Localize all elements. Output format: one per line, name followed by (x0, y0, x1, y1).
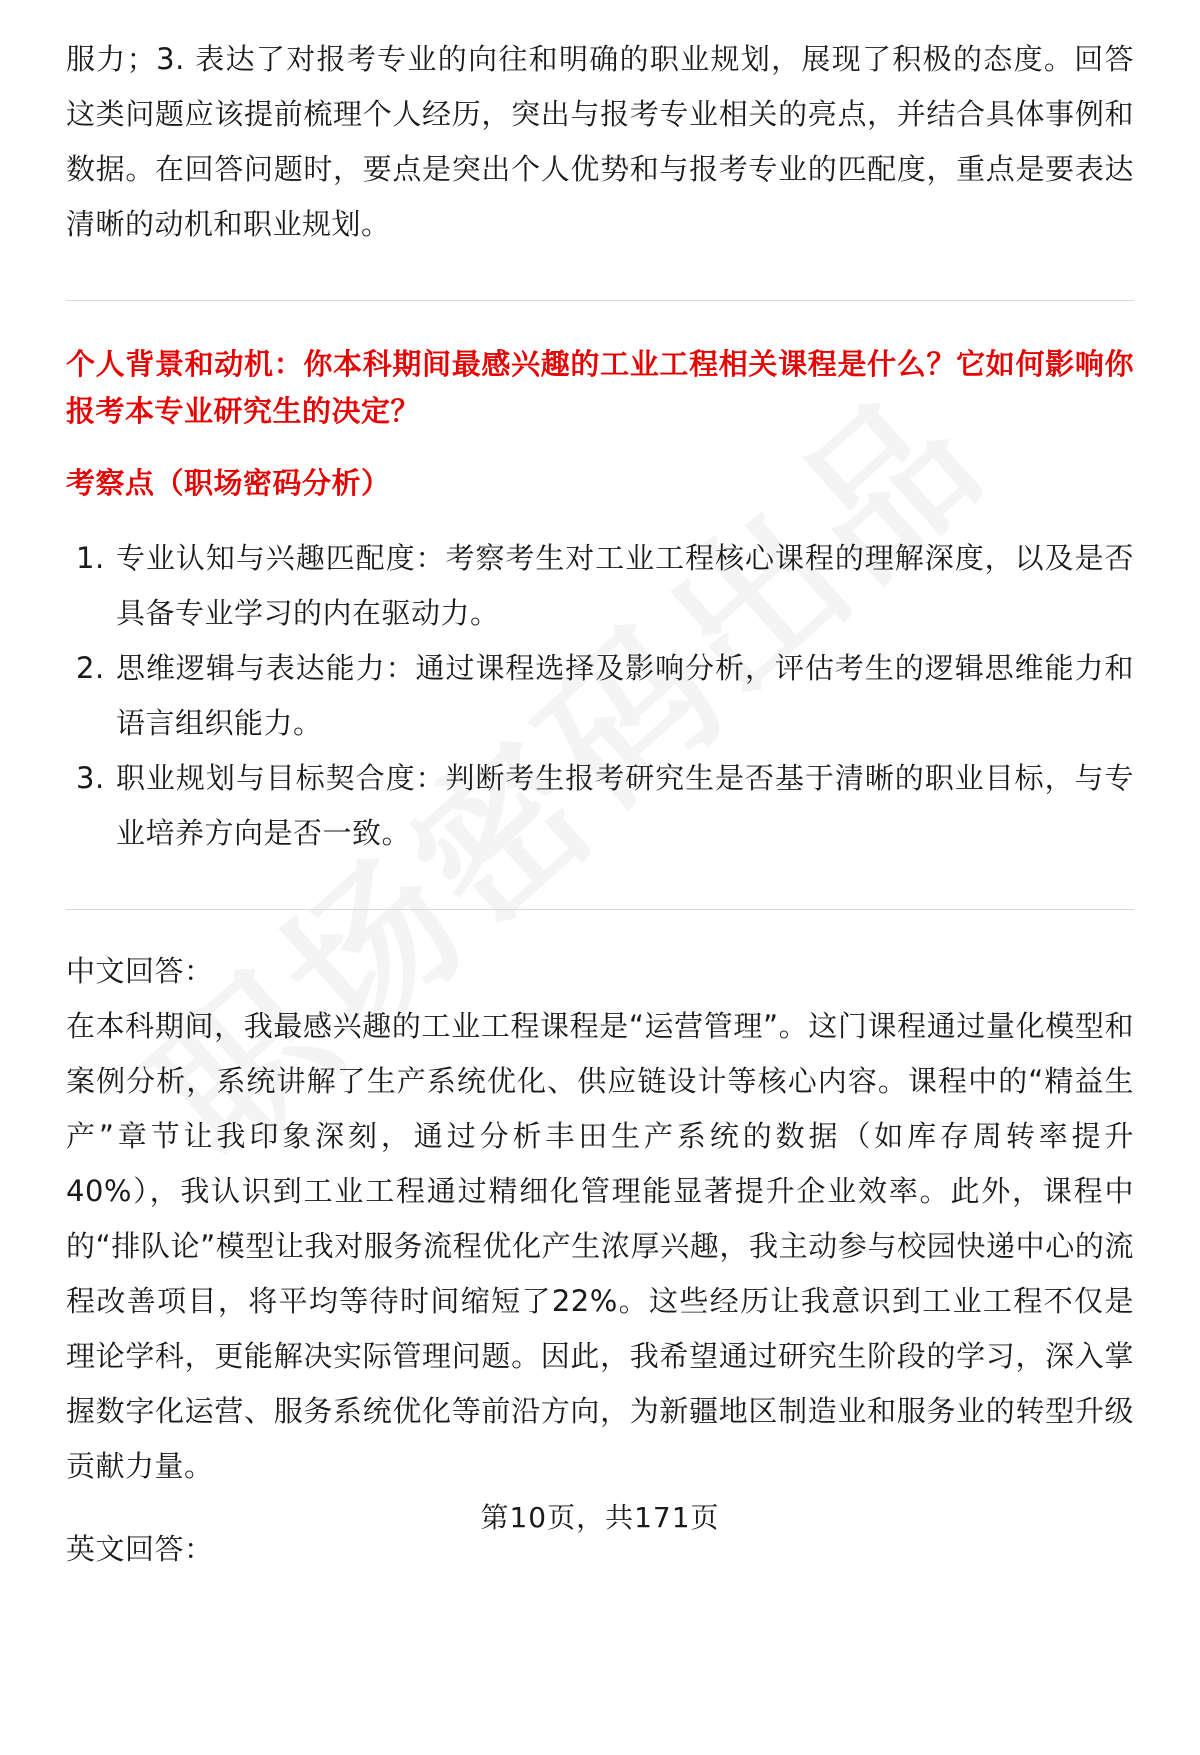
list-item-text: 专业认知与兴趣匹配度：考察考生对工业工程核心课程的理解深度，以及是否具备专业学习的内在驱动力。 (116, 541, 1134, 630)
english-answer-label: 英文回答： (66, 1532, 214, 1566)
list-item (66, 641, 1134, 751)
chinese-answer-paragraph: 在本科期间，我最感兴趣的工业工程课程是“运营管理”。这门课程通过量化模型和案例分析，系统讲解了生产系统优化、供应链设计等核心内容。课程中的“精益生产”章节让我印象深刻，通过分析丰田生产系统的数据（如库存周转率提升40%），我认识到工业工程通过精细化管理能显著提升企业效率。此外，课程中的“排队论”模型让我对服务流程优化产生浓厚兴趣，我主动参与校园快递中心的流程改善项目，将平均等待时间缩短了22%。这些经历让我意识到工业工程不仅是理论学科，更能解决实际管理问题。因此，我希望通过研究生阶段的学习，深入掌握数字化运营、服务系统优化等前沿方向，为新疆地区制造业和服务业的转型升级贡献力量。 (66, 1009, 1134, 1483)
question-heading: 个人背景和动机：你本科期间最感兴趣的工业工程相关课程是什么？它如何影响你报考本专业研究生的决定？ (66, 347, 1134, 428)
intro-paragraph: 服力；3. 表达了对报考专业的向往和明确的职业规划，展现了积极的态度。回答这类问题应该提前梳理个人经历，突出与报考专业相关的亮点，并结合具体事例和数据。在回答问题时，要点是突出个人优势和与报考专业的匹配度，重点是要表达清晰的动机和职业规划。 (66, 42, 1134, 241)
chinese-answer-label: 中文回答： (66, 954, 214, 988)
section-divider-top (66, 300, 1134, 301)
list-item-number: 1. (76, 541, 105, 575)
assessment-points-list (66, 531, 1134, 861)
section-divider-bottom (66, 909, 1134, 910)
list-item (66, 531, 1134, 641)
list-item-text: 职业规划与目标契合度：判断考生报考研究生是否基于清晰的职业目标，与专业培养方向是否一致。 (116, 761, 1134, 850)
assessment-section-heading: 考察点（职场密码分析） (66, 466, 391, 500)
list-item-number: 2. (76, 651, 105, 685)
page-number-footer: 第10页，共171页 (480, 1501, 720, 1534)
list-item-text: 思维逻辑与表达能力：通过课程选择及影响分析，评估考生的逻辑思维能力和语言组织能力。 (116, 651, 1134, 740)
list-item (66, 751, 1134, 861)
list-item-number: 3. (76, 761, 105, 795)
